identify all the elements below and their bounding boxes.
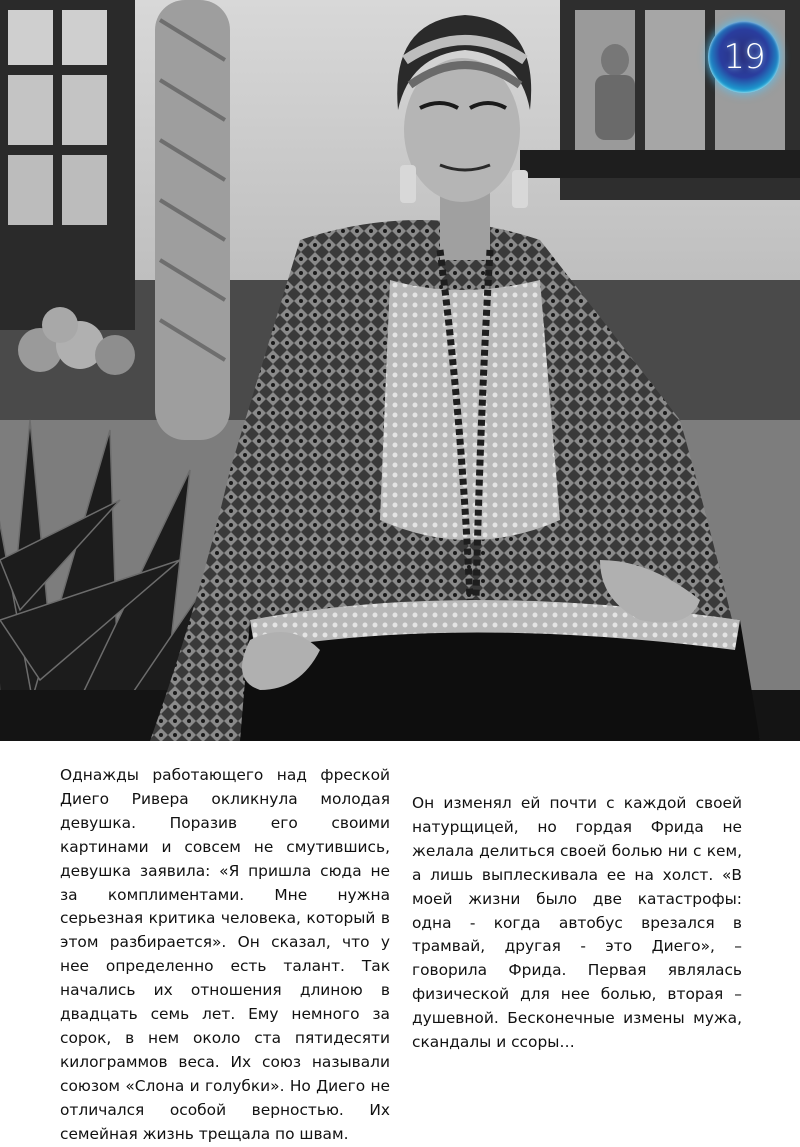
page-number: 19: [723, 37, 765, 77]
article-right-column: Он изменял ей почти с каждой своей натурщицей, но гордая Фрида не желала делиться своей болью ни с кем, а лишь выплескивала ее на холст. «В моей жизни было две катастрофы: одна - когда автобус врезался в трамвай, другая - это Диего», – говорила Фрида. Первая являлась физической для нее болью, вторая – душевной. Бесконечные измены мужа, скандалы и ссоры…: [412, 794, 742, 1052]
page-number-badge: [708, 21, 780, 93]
article-left-column: Однажды работающего над фреской Диего Ривера окликнула молодая девушка. Поразив его своими картинами и совсем не смутившись, девушка заявила: «Я пришла сюда не за комплиментами. Мне нужна серьезная критика человека, который в этом разбирается». Он сказал, что у нее определенно есть талант. Так начались их отношения длиною в двадцать семь лет. Ему немного за сорок, в нем около ста пятидесяти килограммов веса. Их союз называли союзом «Слона и голубки». Но Диего не отличался особой верностью. Их семейная жизнь трещала по швам.: [60, 766, 390, 1143]
